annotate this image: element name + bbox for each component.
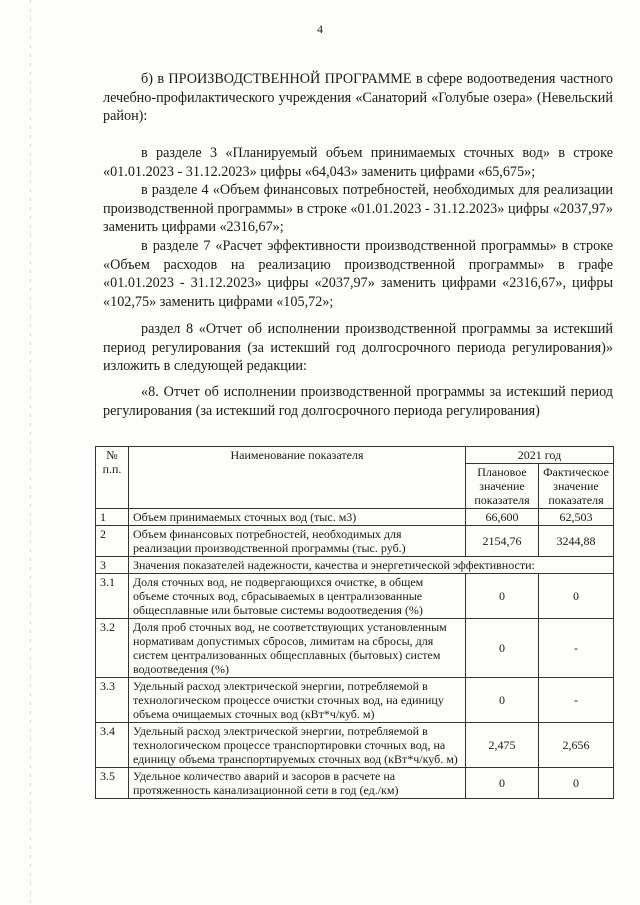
row-number: 3.2: [96, 619, 129, 678]
row-indicator: Объем принимаемых сточных вод (тыс. м3): [129, 509, 466, 526]
table-row: [96, 619, 614, 678]
row-plan: 0: [466, 768, 539, 799]
table-row: [96, 557, 614, 574]
row-plan: 0: [466, 678, 539, 723]
row-number: 2: [96, 526, 129, 557]
paragraph-report-title: «8. Отчет об исполнении производственной программы за истекший период регулирования (за истекший год долгосрочного периода регулирования): [103, 384, 613, 419]
row-plan: 2,475: [466, 723, 539, 768]
row-number: 3.4: [96, 723, 129, 768]
row-number: 3.3: [96, 678, 129, 723]
paragraph-intro: б) в ПРОИЗВОДСТВЕННОЙ ПРОГРАММЕ в сфере водоотведения частного лечебно-профилактического учреждения «Санаторий «Голубые озера» (Невельский район):: [103, 71, 613, 125]
header-fact-value: Фактическое значение показателя: [539, 464, 614, 509]
row-plan: 2154,76: [466, 526, 539, 557]
row-fact: -: [539, 619, 614, 678]
paragraph-section-8: раздел 8 «Отчет об исполнении производственной программы за истекший период регулирования (за истекший год долгосрочного периода регулирования)» изложить в следующей редакции:: [103, 321, 613, 375]
scan-edge-artifact: [30, 0, 31, 905]
row-number: 3.1: [96, 574, 129, 619]
row-number: 3: [96, 557, 129, 574]
row-plan: 66,600: [466, 509, 539, 526]
report-table: [95, 446, 614, 799]
row-plan: 0: [466, 619, 539, 678]
row-indicator: Удельный расход электрической энергии, потребляемой в технологическом процессе транспортировки сточных вод, на единицу объема транспортируемых сточных вод (кВт*ч/куб. м): [129, 723, 466, 768]
table-row: [96, 526, 614, 557]
row-indicator: Удельное количество аварий и засоров в расчете на протяженность канализационной сети в год (ед./км): [129, 768, 466, 799]
paragraph-section-7: в разделе 7 «Расчет эффективности производственной программы» в строке «Объем расходов на реализацию производственной программы» в графе «01.01.2023 - 31.12.2023» цифры «2037,97» заменить цифрами «2316,67», цифры «102,75» заменить цифрами «105,72»;: [103, 238, 613, 310]
row-fact: 2,656: [539, 723, 614, 768]
row-indicator: Объем финансовых потребностей, необходимых для реализации производственной программы (тыс. руб.): [129, 526, 466, 557]
row-fact: 62,503: [539, 509, 614, 526]
paragraph-section-3: в разделе 3 «Планируемый объем принимаемых сточных вод» в строке «01.01.2023 - 31.12.2023» цифры «64,043» заменить цифрами «65,675»;: [103, 145, 613, 180]
table-row: [96, 574, 614, 619]
table-header-row: [96, 447, 614, 464]
row-indicator: Значения показателей надежности, качества и энергетической эффективности:: [129, 557, 614, 574]
header-indicator-name: Наименование показателя: [129, 447, 466, 509]
row-fact: -: [539, 678, 614, 723]
paragraph-section-4: в разделе 4 «Объем финансовых потребностей, необходимых для реализации производственной программы» в строке «01.01.2023 - 31.12.2023» цифры «2037,97» заменить цифрами «2316,67»;: [103, 182, 613, 236]
table-row: [96, 509, 614, 526]
row-indicator: Доля сточных вод, не подвергающихся очистке, в общем объеме сточных вод, сбрасываемых в централизованные общесплавные или бытовые системы водоотведения (%): [129, 574, 466, 619]
table-row: [96, 768, 614, 799]
header-number: № п.п.: [96, 447, 129, 509]
header-year: 2021 год: [466, 447, 614, 464]
row-indicator: Удельный расход электрической энергии, потребляемой в технологическом процессе очистки сточных вод, на единицу объема очищаемых сточных вод (кВт*ч/куб. м): [129, 678, 466, 723]
row-fact: 3244,88: [539, 526, 614, 557]
row-number: 3.5: [96, 768, 129, 799]
row-fact: 0: [539, 768, 614, 799]
row-fact: 0: [539, 574, 614, 619]
row-number: 1: [96, 509, 129, 526]
row-indicator: Доля проб сточных вод, не соответствующих установленным нормативам допустимых сбросов, лимитам на сбросы, для систем централизованных общесплавных (бытовых) систем водоотведения (%): [129, 619, 466, 678]
row-plan: 0: [466, 574, 539, 619]
header-plan-value: Плановое значение показателя: [466, 464, 539, 509]
page-number: 4: [317, 22, 323, 36]
table-row: [96, 723, 614, 768]
table-row: [96, 678, 614, 723]
